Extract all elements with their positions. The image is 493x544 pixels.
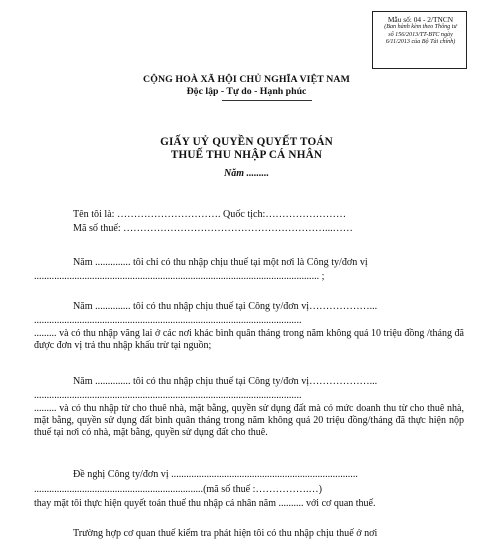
final-line: Trường hợp cơ quan thuế kiểm tra phát hiện tôi có thu nhập chịu thuế ở nơi — [73, 528, 378, 539]
request-line-1: Đề nghị Công ty/đơn vị .......................................................................... — [73, 469, 358, 480]
document-title-line-2: THUẾ THU NHẬP CÁ NHÂN — [170, 149, 323, 161]
form-code-box — [372, 11, 467, 69]
document-year: Năm ......... — [224, 168, 269, 179]
option3-line-1: Năm .............. tôi có thu nhập chịu thuế tại Công ty/đơn vị………………... — [73, 376, 378, 387]
form-issued-note-2: số 156/2013/TT-BTC ngày — [388, 31, 453, 38]
form-issued-note-1: (Ban hành kèm theo Thông tư — [384, 24, 457, 30]
national-motto: Độc lập - Tự do - Hạnh phúc — [186, 86, 307, 97]
name-nationality-line: Tên tôi là: …………………………. Quốc tịch:…………………… — [73, 209, 347, 220]
option2-line-1: Năm .............. tôi có thu nhập chịu thuế tại Công ty/đơn vị………………... — [73, 301, 378, 312]
document-title-line-1: GIẤY UỶ QUYỀN QUYẾT TOÁN — [160, 136, 333, 148]
option2-line-2: .......................................................................................................... — [34, 315, 302, 326]
republic-heading: CỘNG HOÀ XÃ HỘI CHỦ NGHĨA VIỆT NAM — [143, 74, 350, 85]
motto-underline — [222, 100, 312, 101]
option3-line-2: .......................................................................................................... — [34, 390, 302, 401]
option3-paragraph: ......... và có thu nhập từ cho thuê nhà, mặt bằng, quyền sử dụng đất mà có mức doanh thu từ cho thuê nhà, mặt bằng, quyền sử dụng đất bình quân tháng trong năm không quá 20 triệu đồng/tháng đã thực hiện nộp thuế tại nơi có nhà, mặt bằng, quyền sử dụng đất cho thuê. — [34, 403, 464, 438]
option1-line-2: ................................................................................................................. ; — [34, 271, 325, 282]
request-paragraph: thay mặt tôi thực hiện quyết toán thuế thu nhập cá nhân năm .......... với cơ quan thuế. — [34, 498, 376, 509]
tax-code-line: Mã số thuế: ……………………………………………………...…… — [73, 223, 353, 234]
option1-line-1: Năm .............. tôi chỉ có thu nhập chịu thuế tại một nơi là Công ty/đơn vị — [73, 257, 368, 268]
request-line-2: ...................................................................(mã số thuế :…………….…) — [34, 484, 322, 495]
form-issued-note-3: 6/11/2013 của Bộ Tài chính) — [385, 39, 456, 46]
form-code: Mẫu số: 04 - 2/TNCN — [387, 15, 454, 24]
option2-paragraph: ......... và có thu nhập vãng lai ở các nơi khác bình quân tháng trong năm không quá 10 triệu đồng /tháng đã được đơn vị trả thu nhập khấu trừ tại nguồn; — [34, 328, 464, 351]
